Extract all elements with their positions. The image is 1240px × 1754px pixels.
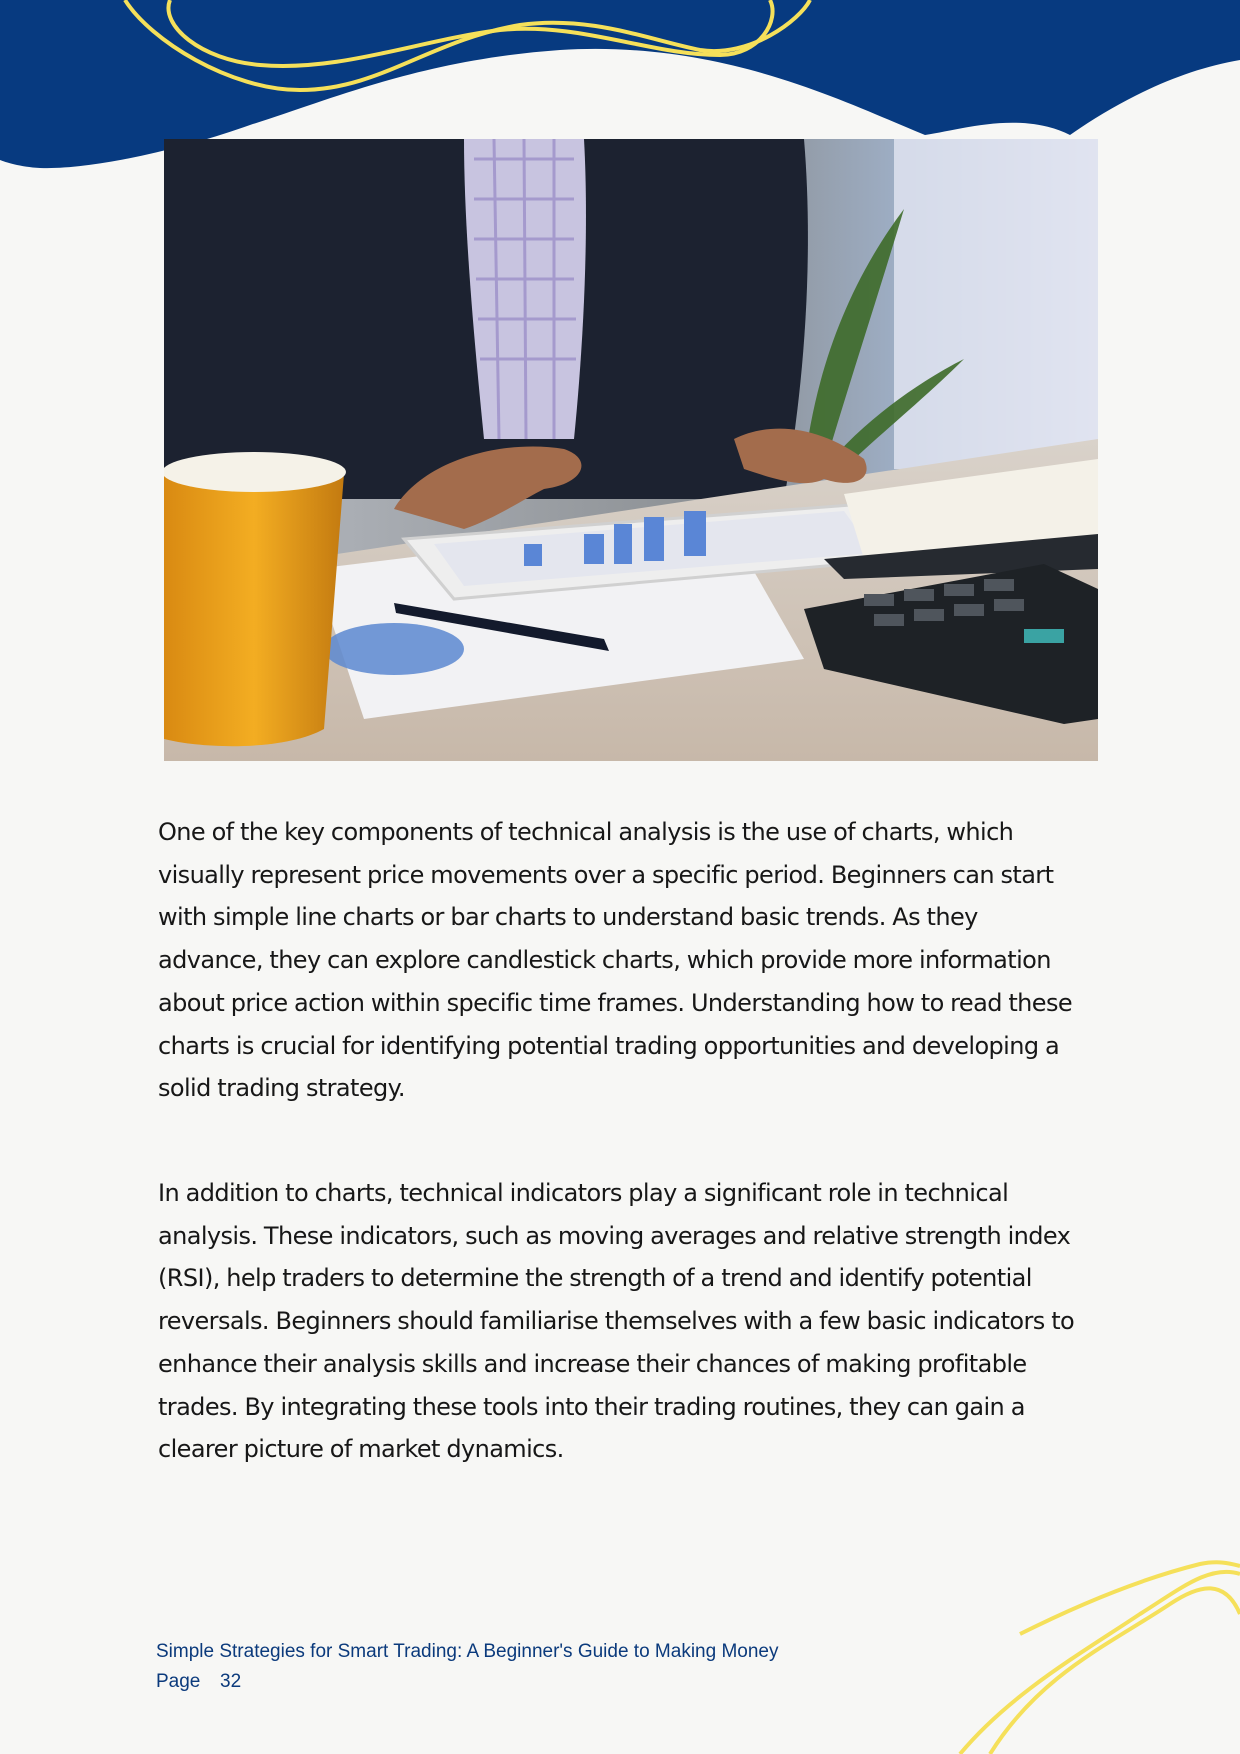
page-number-row xyxy=(156,1667,779,1697)
page-number: 32 xyxy=(220,1671,242,1692)
page-footer xyxy=(156,1637,779,1697)
page-label: Page xyxy=(156,1671,201,1692)
body-paragraph-indicators: In addition to charts, technical indicators play a significant role in technical analysis. These indicators, such as moving averages and relative strength index (RSI), help traders to determine the strength of a trend and identify potential reversals. Beginners should familiarise themselves with a few basic indicators to enhance their analysis skills and increase their chances of making profitable trades. By integrating these tools into their trading routines, they can gain a clearer picture of market dynamics. xyxy=(158,1179,1075,1464)
book-title: Simple Strategies for Smart Trading: A Beginner's Guide to Making Money xyxy=(156,1641,779,1662)
business-photo xyxy=(164,139,1098,761)
photo-business-person-tablet-chart-icon xyxy=(164,139,1098,761)
body-paragraph-charts: One of the key components of technical analysis is the use of charts, which visually represent price movements over a specific period. Beginners can start with simple line charts or bar charts to understand basic trends. As they advance, they can explore candlestick charts, which provide more information about price action within specific time frames. Understanding how to read these charts is crucial for identifying potential trading opportunities and developing a solid trading strategy. xyxy=(158,818,1073,1103)
footer-wave-decoration xyxy=(720,1534,1240,1754)
